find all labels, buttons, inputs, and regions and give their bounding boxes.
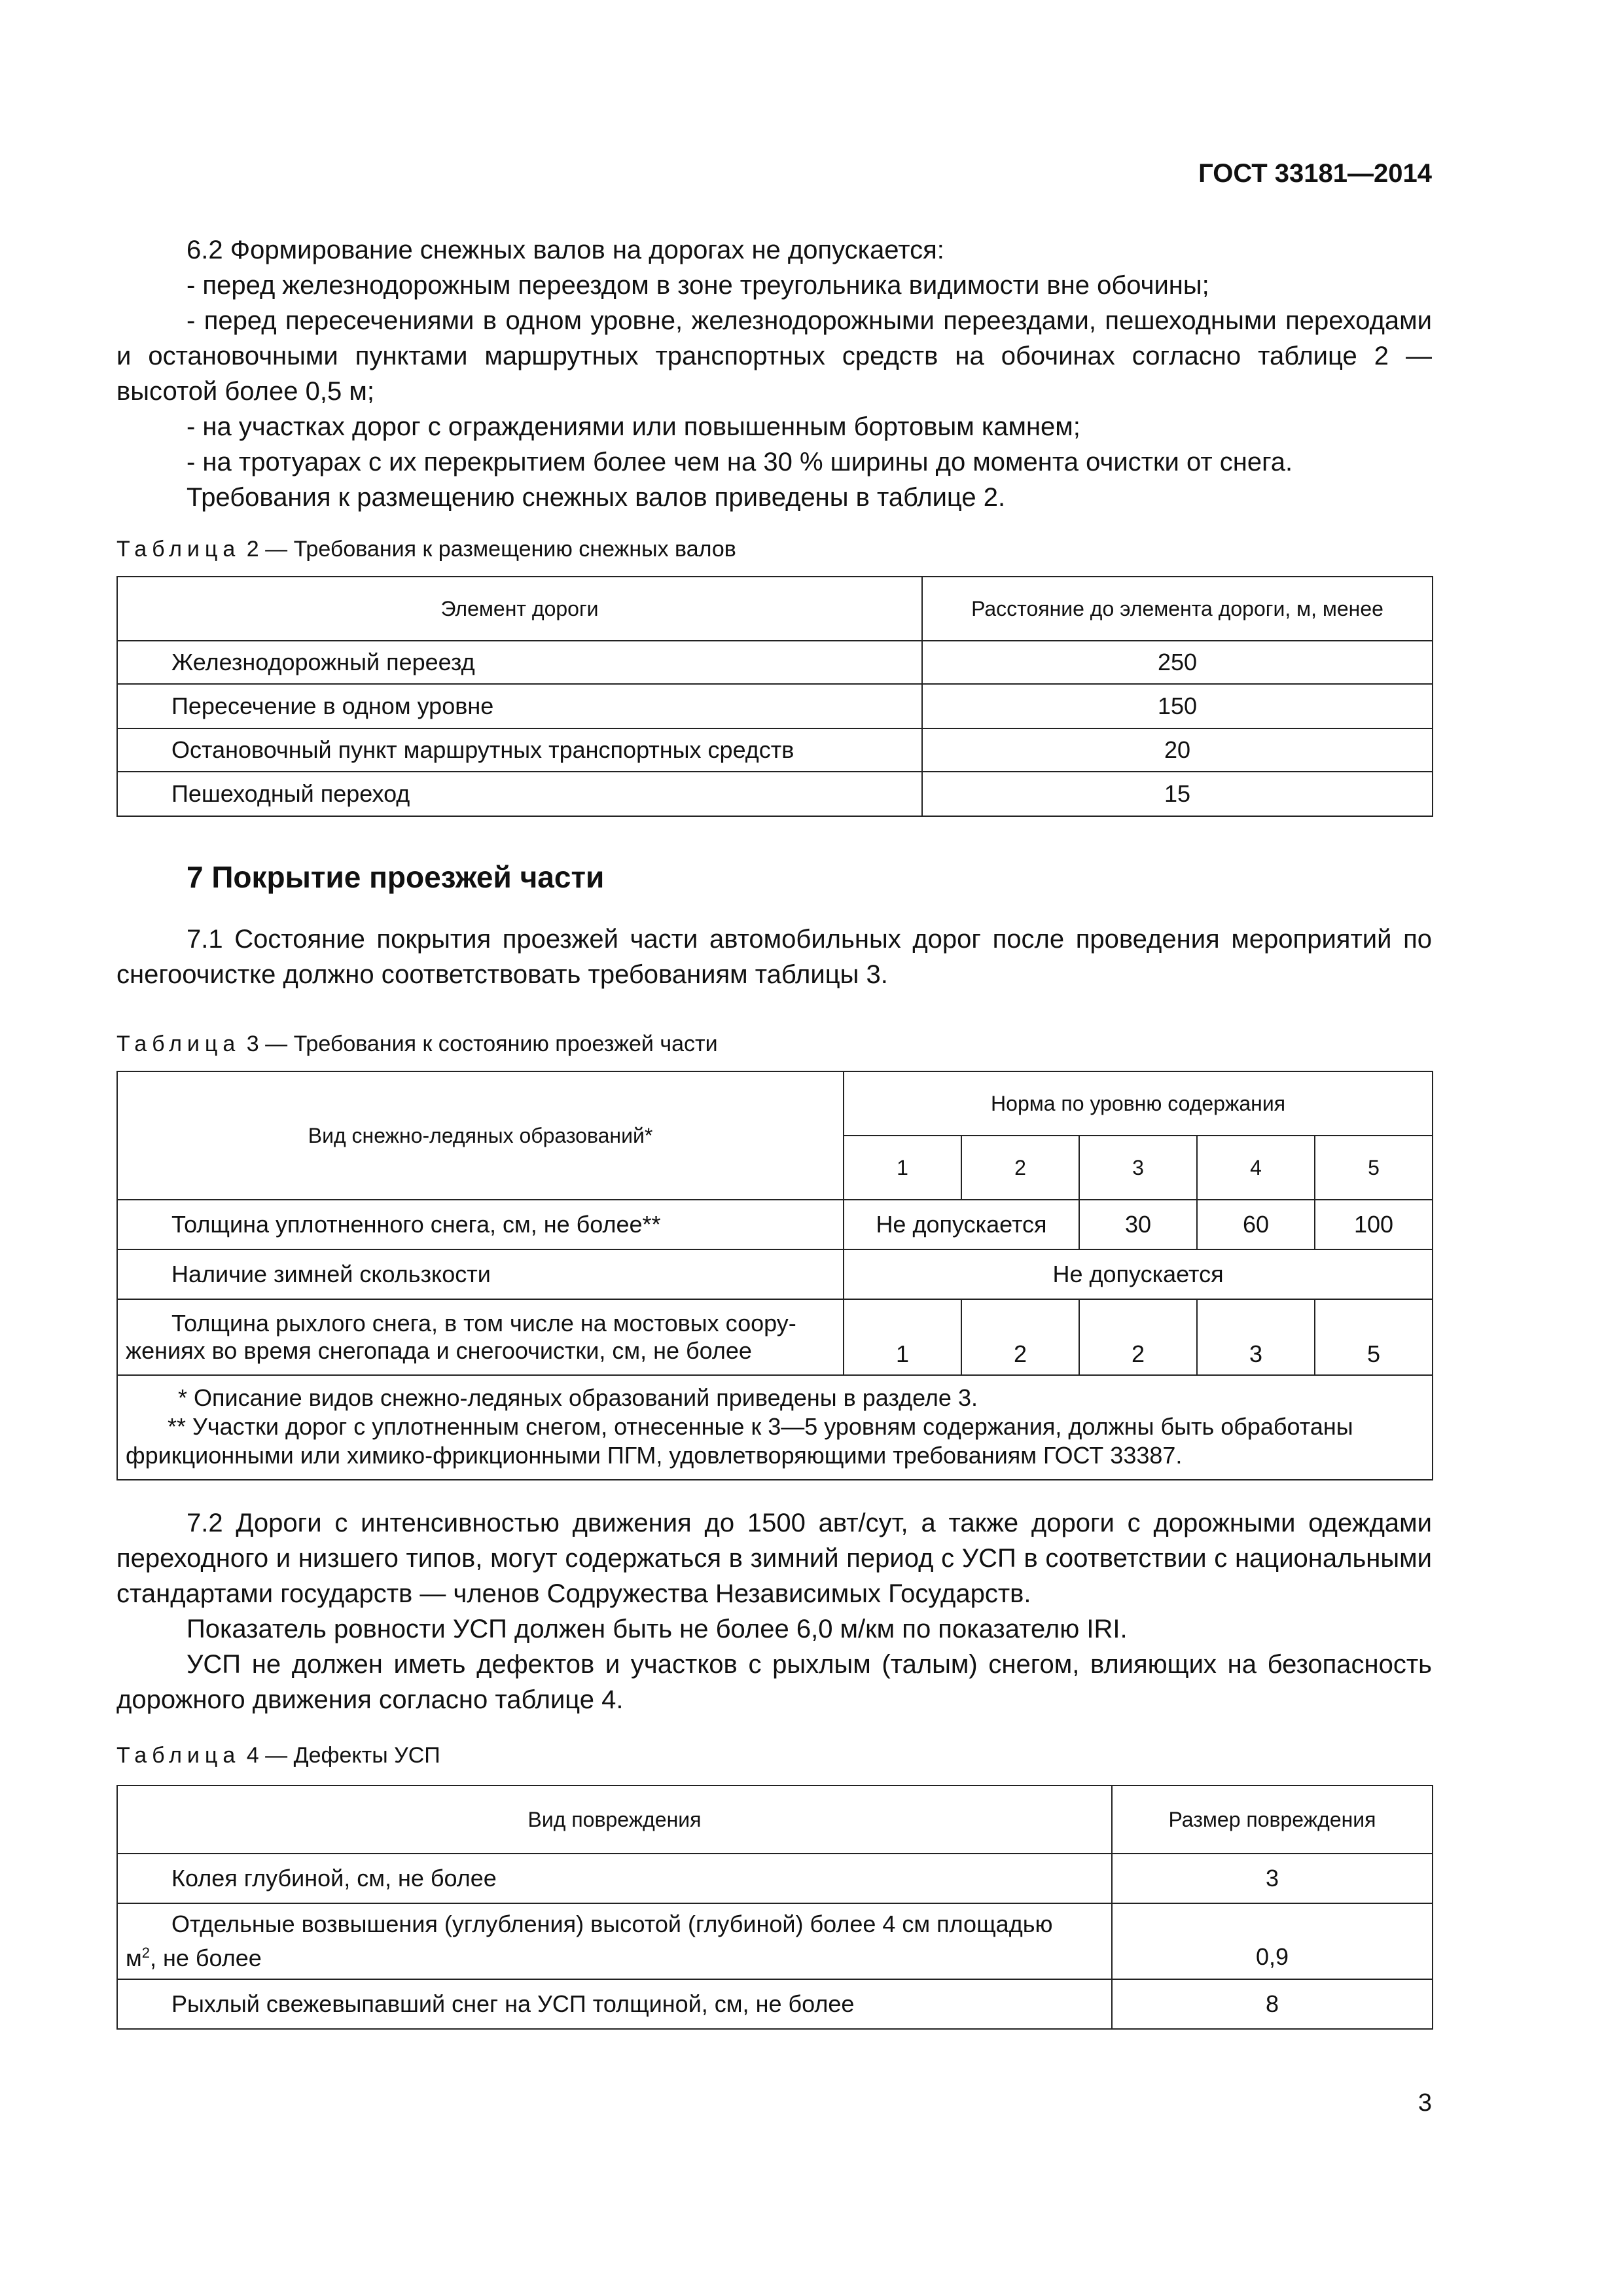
paragraph: Требования к размещению снежных валов приведены в таблице 2. bbox=[187, 483, 1006, 512]
table-caption: Таблица 3 — Требования к состоянию проезжей части bbox=[116, 1031, 718, 1056]
table-header-cell: 4 bbox=[1197, 1136, 1315, 1200]
table-2 bbox=[116, 576, 1432, 817]
page-number: 3 bbox=[1418, 2089, 1432, 2117]
table-4-block bbox=[116, 1741, 1432, 1770]
table-4 bbox=[116, 1785, 1432, 2030]
table-row: Отдельные возвышения (углубления) высотой (глубиной) более 4 см площадью $м^2$, не более 0,9 bbox=[117, 1903, 1433, 1979]
table-row: Рыхлый свежевыпавший снег на УСП толщиной, см, не более 8 bbox=[117, 1979, 1433, 2029]
section-7-heading bbox=[187, 859, 1502, 895]
table-3 bbox=[116, 1071, 1432, 1480]
table-row: Колея глубиной, см, не более 3 bbox=[117, 1854, 1433, 1903]
table-header-cell: 1 bbox=[844, 1136, 961, 1200]
table-3-block bbox=[116, 1030, 1432, 1058]
paragraph: 6.2 Формирование снежных валов на дорогах не допускается: bbox=[187, 236, 944, 264]
table-header-cell: 3 bbox=[1079, 1136, 1197, 1200]
table-header-cell: Вид повреждения bbox=[117, 1785, 1112, 1854]
table-row: Толщина рыхлого снега, в том числе на мостовых соору- жениях во время снегопада и снегоочистки, см, не более 1 2 2 3 5 bbox=[117, 1299, 1433, 1375]
paragraph: 7.1 Состояние покрытия проезжей части автомобильных дорог после проведения мероприятий по снегоочистке должно соответствовать требованиям таблицы 3. bbox=[116, 925, 1432, 989]
table-row: Остановочный пункт маршрутных транспортных средств 20 bbox=[117, 728, 1433, 772]
paragraph: УСП не должен иметь дефектов и участков с рыхлым (талым) снегом, влияющих на безопасность дорожного движения согласно таблице 4. bbox=[116, 1650, 1432, 1714]
table-row: Пешеходный переход 15 bbox=[117, 772, 1433, 816]
table-header-cell: 2 bbox=[961, 1136, 1079, 1200]
footnote: ** Участки дорог с уплотненным снегом, отнесенные к 3—5 уровням содержания, должны быть обработаны bbox=[168, 1413, 1353, 1440]
list-item: - перед железнодорожным переездом в зоне треугольника видимости вне обочины; bbox=[187, 271, 1209, 300]
table-row: Железнодорожный переезд 250 bbox=[117, 641, 1433, 684]
document-standard-id: ГОСТ 33181—2014 bbox=[1198, 159, 1432, 188]
table-header-cell: Расстояние до элемента дороги, м, менее bbox=[922, 577, 1433, 641]
section-7-2 bbox=[116, 1505, 1432, 1717]
list-item: - перед пересечениями в одном уровне, железнодорожными переездами, пешеходными переходами и остановочными пунктами маршрутных транспортных средств на обочинах согласно таблице 2 — высотой более 0,5 м; bbox=[116, 306, 1432, 406]
paragraph: Показатель ровности УСП должен быть не более 6,0 м/км по показателю IRI. bbox=[187, 1615, 1128, 1643]
table-header-cell: Норма по уровню содержания bbox=[844, 1071, 1433, 1136]
table-caption: Таблица 4 — Дефекты УСП bbox=[116, 1743, 440, 1768]
table-row: Толщина уплотненного снега, см, не более** Не допускается 30 60 100 bbox=[117, 1200, 1433, 1249]
table-row: Наличие зимней скользкости Не допускается bbox=[117, 1249, 1433, 1299]
table-header-cell: 5 bbox=[1315, 1136, 1433, 1200]
footnote: фрикционными или химико-фрикционными ПГМ, удовлетворяющими требованиям ГОСТ 33387. bbox=[126, 1442, 1183, 1469]
footnote: * Описание видов снежно-ледяных образований приведены в разделе 3. bbox=[178, 1384, 978, 1411]
table-header-cell: Вид снежно-ледяных образований* bbox=[117, 1071, 844, 1200]
section-6-2 bbox=[116, 232, 1432, 515]
table-header-cell: Размер повреждения bbox=[1112, 1785, 1433, 1854]
section-title: 7 Покрытие проезжей части bbox=[187, 860, 605, 894]
table-row: Пересечение в одном уровне 150 bbox=[117, 684, 1433, 728]
table-caption: Таблица 2 — Требования к размещению снежных валов bbox=[116, 537, 736, 562]
list-item: - на тротуарах с их перекрытием более чем на 30 % ширины до момента очистки от снега. bbox=[187, 448, 1293, 476]
table-header-cell: Элемент дороги bbox=[117, 577, 922, 641]
table-footnotes bbox=[117, 1375, 1433, 1480]
paragraph: 7.2 Дороги с интенсивностью движения до 1500 авт/сут, а также дороги с дорожными одеждами переходного и низшего типов, могут содержаться в зимний период с УСП в соответствии с национальными стандартами государств — членов Содружества Независимых Государств. bbox=[116, 1509, 1432, 1608]
table-2-block bbox=[116, 535, 1432, 564]
section-7-1 bbox=[116, 922, 1432, 992]
list-item: - на участках дорог с ограждениями или повышенным бортовым камнем; bbox=[187, 412, 1080, 441]
